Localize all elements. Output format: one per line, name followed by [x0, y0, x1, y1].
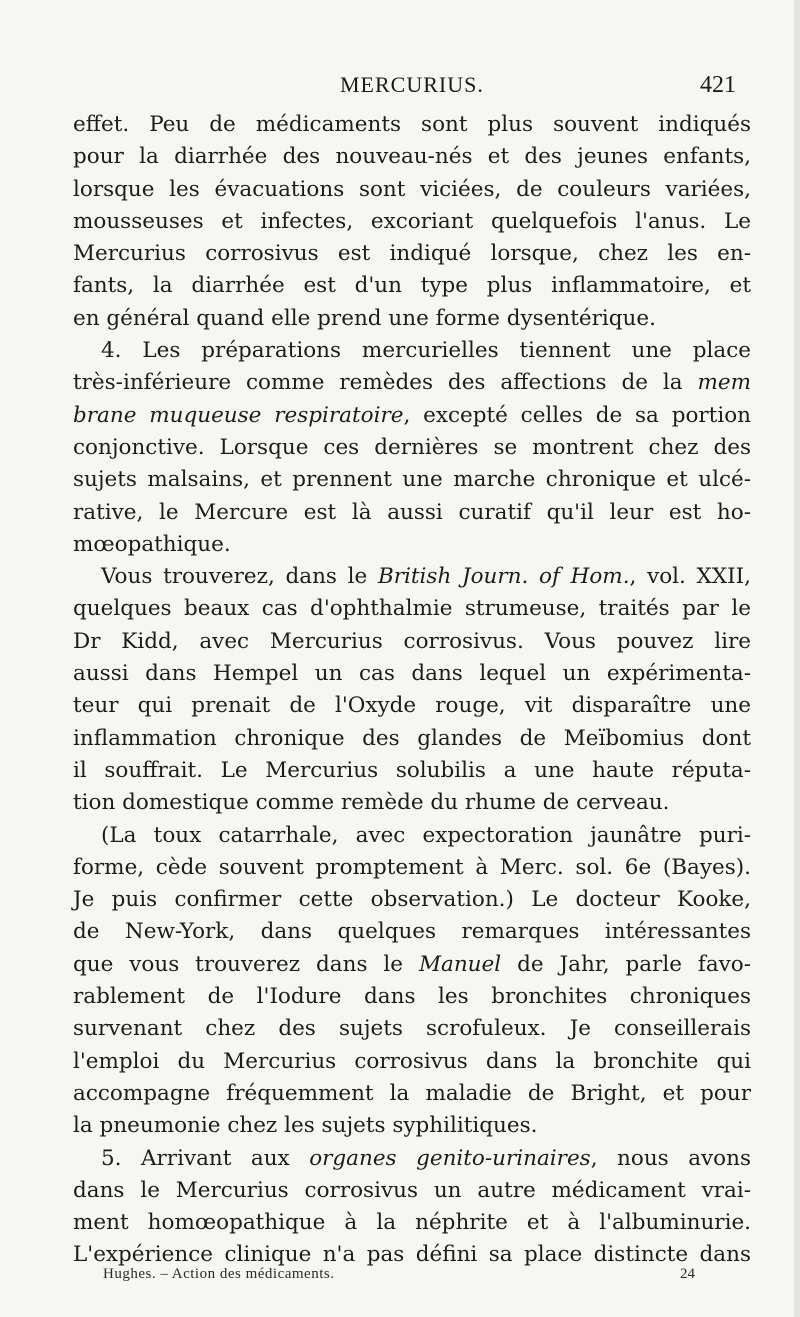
running-head [0, 72, 800, 102]
italic-term: mem [697, 370, 751, 396]
text-line: tion domestique comme remède du rhume de cerveau. [73, 790, 670, 816]
text-line: L'expérience clinique n'a pas défini sa place distincte dans [73, 1242, 751, 1268]
text-line: la pneumonie chez les sujets syphilitiques. [73, 1113, 538, 1139]
text-line: il souffrait. Le Mercurius solubilis a une haute réputa- [73, 757, 751, 783]
page-footer [0, 1266, 800, 1288]
page-number: 421 [700, 72, 736, 98]
text-line: survenant chez des sujets scrofuleux. Je conseillerais [73, 1016, 751, 1042]
text-line: mœopathique. [73, 531, 231, 557]
text-fragment: , nous avons [590, 1145, 751, 1171]
text-line [73, 367, 751, 399]
text-line: (La toux catarrhale, avec expectoration jaunâtre puri- [101, 822, 751, 848]
text-fragment: de Jahr, parle favo- [517, 951, 752, 977]
text-line: Mercurius corrosivus est indiqué lorsque, chez les en- [73, 241, 751, 267]
body-text [73, 109, 751, 1272]
text-line: Je puis confirmer cette observation.) Le docteur Kooke, [73, 887, 751, 913]
text-line: teur qui prenait de l'Oxyde rouge, vit disparaître une [73, 693, 751, 719]
text-line: aussi dans Hempel un cas dans lequel un expérimenta- [73, 661, 751, 687]
text-line: rative, le Mercure est là aussi curatif qu'il leur est ho- [73, 499, 751, 525]
text-line: quelques beaux cas d'ophthalmie strumeuse, traités par le [73, 596, 751, 622]
text-line: sujets malsains, et prennent une marche chronique et ulcé- [73, 467, 751, 493]
text-fragment: Vous trouverez, dans le [101, 564, 368, 590]
text-line: inflammation chronique des glandes de Meïbomius dont [73, 725, 751, 751]
text-line: en général quand elle prend une forme dysentérique. [73, 305, 656, 331]
text-line: de New-York, dans quelques remarques intéressantes [73, 919, 751, 945]
text-line [73, 1143, 751, 1175]
text-line: effet. Peu de médicaments sont plus souvent indiqués [73, 112, 751, 137]
text-line [73, 400, 751, 432]
text-line: dans le Mercurius corrosivus un autre médicament vrai- [73, 1177, 751, 1203]
text-line: rablement de l'Iodure dans les bronchites chroniques [73, 984, 751, 1010]
italic-term: brane muqueuse respiratoire [73, 402, 404, 428]
text-line: conjonctive. Lorsque ces dernières se montrent chez des [73, 434, 751, 460]
italic-term: Manuel [418, 951, 502, 977]
italic-term: organes genito-urinaires [309, 1145, 591, 1171]
text-line: mousseuses et infectes, excoriant quelquefois l'anus. Le [73, 208, 751, 234]
text-fragment: 5. Arrivant aux [101, 1145, 290, 1171]
text-fragment: très-inférieure comme remèdes des affections de la [73, 370, 683, 396]
running-head-title: MERCURIUS. [340, 72, 484, 97]
text-line [73, 561, 751, 593]
text-line [73, 949, 751, 981]
text-line: pour la diarrhée des nouveau-nés et des jeunes enfants, [73, 144, 751, 170]
journal-title: British Journ. of Hom. [377, 564, 630, 590]
text-fragment: , vol. XXII, [629, 564, 751, 590]
text-line: l'emploi du Mercurius corrosivus dans la bronchite qui [73, 1048, 751, 1074]
footer-title: Hughes. – Action des médicaments. [103, 1266, 335, 1282]
text-fragment: que vous trouverez dans le [73, 951, 404, 977]
text-line: fants, la diarrhée est d'un type plus inflammatoire, et [73, 273, 751, 299]
text-fragment: , excepté celles de sa portion [403, 402, 751, 428]
text-line: ment homœopathique à la néphrite et à l'albuminurie. [73, 1210, 751, 1236]
text-line: accompagne fréquemment la maladie de Bright, et pour [73, 1080, 751, 1106]
text-line: lorsque les évacuations sont viciées, de couleurs variées, [73, 176, 751, 202]
page-edge [794, 0, 800, 1317]
text-line: Dr Kidd, avec Mercurius corrosivus. Vous pouvez lire [73, 628, 751, 654]
signature-mark: 24 [680, 1266, 695, 1282]
text-line: 4. Les préparations mercurielles tiennent une place [101, 338, 751, 364]
text-line: forme, cède souvent promptement à Merc. sol. 6e (Bayes). [73, 854, 751, 880]
